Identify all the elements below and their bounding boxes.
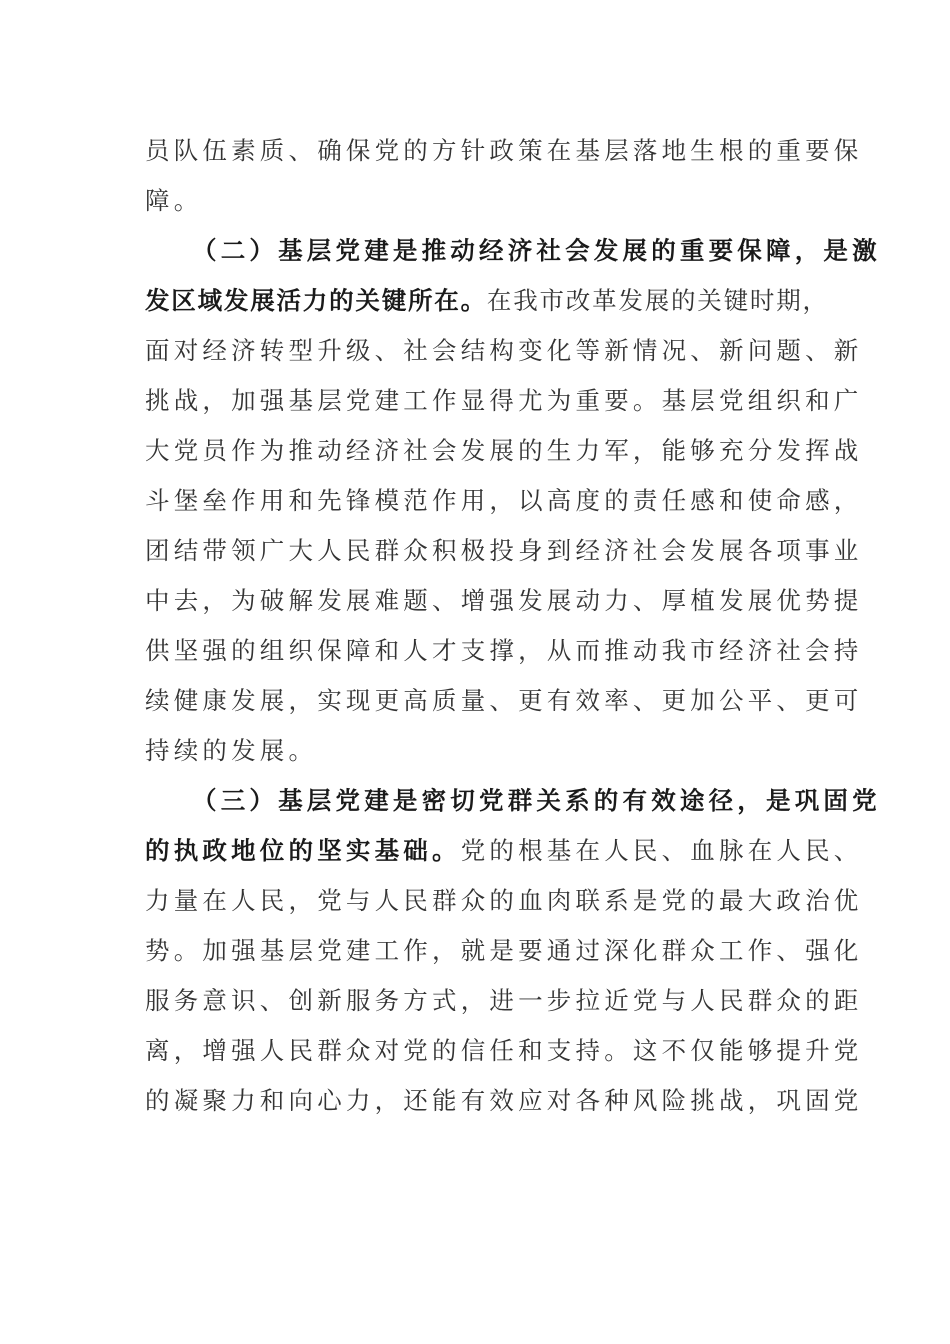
section-heading-text: （二）基层党建是推动经济社会发展的重要保障，是激 [192, 236, 881, 265]
line-text: 面对经济转型升级、社会结构变化等新情况、新问题、新 [145, 336, 863, 365]
text-line [145, 683, 863, 719]
text-line [145, 1083, 863, 1119]
line-text: 供坚强的组织保障和人才支撑，从而推动我市经济社会持 [145, 636, 863, 665]
text-line [145, 883, 863, 919]
text-line [145, 483, 863, 519]
text-line [145, 133, 863, 169]
text-line [145, 983, 863, 1019]
text-line [145, 333, 863, 369]
line-text: 离，增强人民群众对党的信任和支持。这不仅能够提升党 [145, 1036, 863, 1065]
section-heading-text: 的执政地位的坚实基础。 [145, 836, 461, 865]
section-heading-line [192, 233, 881, 269]
line-text: 中去，为破解发展难题、增强发展动力、厚植发展优势提 [145, 586, 863, 615]
line-text: 服务意识、创新服务方式，进一步拉近党与人民群众的距 [145, 986, 863, 1015]
line-text: 在我市改革发展的关键时期， [486, 286, 829, 315]
section-heading-line [192, 783, 881, 819]
line-text: 大党员作为推动经济社会发展的生力军，能够充分发挥战 [145, 436, 863, 465]
section-heading-line [145, 283, 829, 319]
text-line [145, 633, 863, 669]
section-heading-line [145, 833, 863, 869]
line-text: 挑战，加强基层党建工作显得尤为重要。基层党组织和广 [145, 386, 863, 415]
line-text: 员队伍素质、确保党的方针政策在基层落地生根的重要保 [145, 136, 863, 165]
line-text: 的凝聚力和向心力，还能有效应对各种风险挑战，巩固党 [145, 1086, 863, 1115]
line-text: 续健康发展，实现更高质量、更有效率、更加公平、更可 [145, 686, 863, 715]
section-heading-text: 发区域发展活力的关键所在。 [145, 286, 487, 315]
text-line [145, 1033, 863, 1069]
text-line [145, 533, 863, 569]
line-text: 党的根基在人民、血脉在人民、 [460, 836, 863, 865]
text-line [145, 933, 863, 969]
line-text: 势。加强基层党建工作，就是要通过深化群众工作、强化 [145, 936, 863, 965]
text-line [145, 733, 317, 769]
line-text: 持续的发展。 [145, 736, 318, 765]
line-text: 斗堡垒作用和先锋模范作用，以高度的责任感和使命感， [145, 486, 863, 515]
text-line [145, 583, 863, 619]
line-text: 力量在人民，党与人民群众的血肉联系是党的最大政治优 [145, 886, 863, 915]
line-text: 团结带领广大人民群众积极投身到经济社会发展各项事业 [145, 536, 863, 565]
text-line [145, 383, 863, 419]
line-text: 障。 [145, 186, 203, 215]
section-heading-text: （三）基层党建是密切党群关系的有效途径，是巩固党 [192, 786, 881, 815]
text-line [145, 183, 202, 219]
text-line [145, 433, 863, 469]
